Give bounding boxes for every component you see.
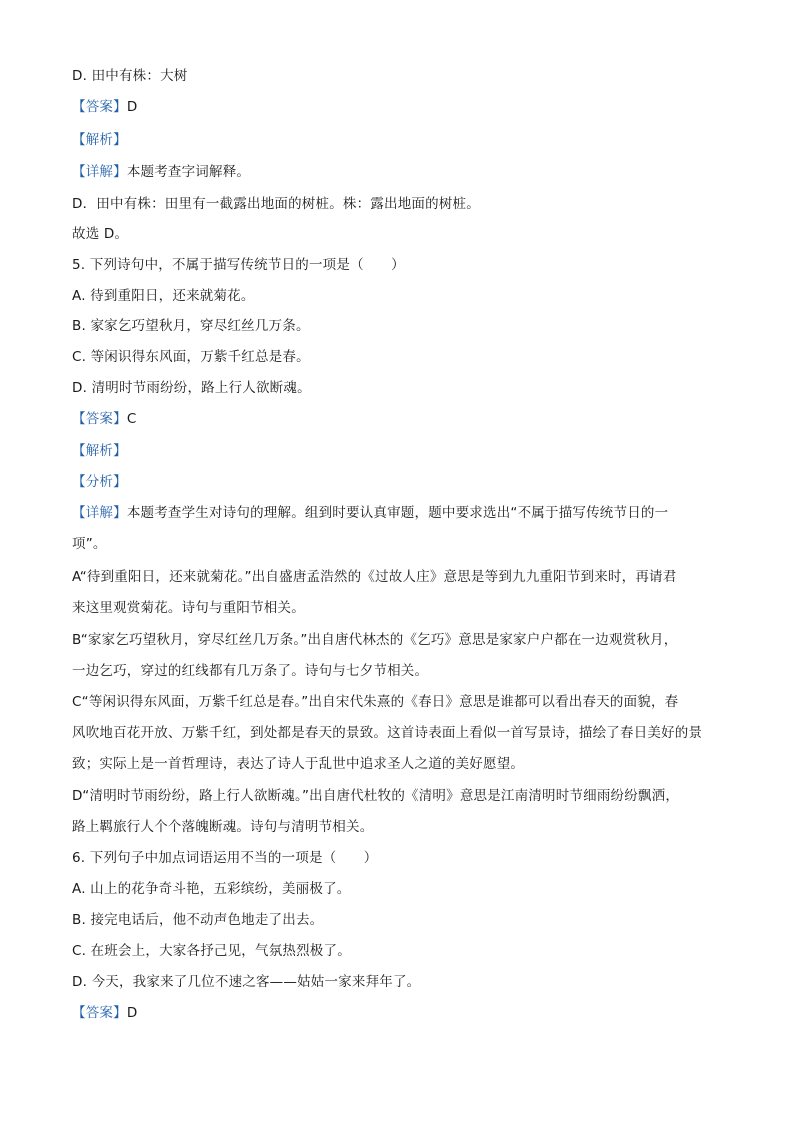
answer-tag: 【答案】 [72, 1005, 127, 1021]
q5-option-b: B. 家家乞巧望秋月，穿尽红丝几万条。 [72, 318, 310, 334]
detail-text: 本题考查字词解释。 [126, 164, 251, 180]
explain-c-2: 风吹地百花开放、万紫千红，到处都是春天的景致。这首诗表面上看似一首写景诗，描绘了春日美好的景 [72, 725, 703, 741]
q6-option-d: D. 今天，我家来了几位不速之客——姑姑一家来拜年了。 [72, 974, 421, 990]
explain-c-1: C“等闲识得东风面，万紫千红总是春。”出自宋代朱熹的《春日》意思是谁都可以看出春天的面貌，春 [72, 694, 679, 710]
detail-continued: 项”。 [72, 536, 107, 552]
detail-line [72, 162, 250, 182]
q5-option-c: C. 等闲识得东风面，万紫千红总是春。 [72, 349, 310, 365]
q6-option-a: A. 山上的花争奇斗艳，五彩缤纷，美丽极了。 [72, 881, 351, 897]
detail-text: 本题考查学生对诗句的理解。组到时要认真审题，题中要求选出“不属于描写传统节日的一 [126, 505, 669, 521]
detail-tag: 【详解】 [72, 505, 127, 521]
answer-value: C [126, 411, 137, 427]
answer-line [72, 97, 137, 117]
option-line: D. 田中有株：大树 [72, 68, 188, 84]
answer-line [72, 409, 136, 429]
answer-value: D [126, 99, 138, 115]
detail-tag: 【详解】 [72, 164, 127, 180]
explanation-line: D．田中有株：田里有一截露出地面的树桩。株：露出地面的树桩。 [72, 196, 480, 212]
q5-option-a: A. 待到重阳日，还来就菊花。 [72, 288, 255, 304]
choose-line: 故选 D。 [72, 226, 129, 242]
question-6: 6. 下列句子中加点词语运用不当的一项是（ ） [72, 850, 378, 866]
explain-b-1: B“家家乞巧望秋月，穿尽红丝几万条。”出自唐代林杰的《乞巧》意思是家家户户都在一边观赏秋月， [72, 632, 678, 648]
explain-b-2: 一边乞巧，穿过的红线都有几万条了。诗句与七夕节相关。 [72, 663, 429, 679]
fenxi-line [72, 472, 127, 492]
analysis-tag: 【解析】 [72, 443, 127, 459]
explain-a-1: A“待到重阳日，还来就菊花。”出自盛唐孟浩然的《过故人庄》意思是等到九九重阳节到来时，再请君 [72, 569, 677, 585]
analysis-tag: 【解析】 [72, 132, 127, 148]
detail-line [72, 503, 668, 523]
answer-line [72, 1003, 137, 1023]
answer-value: D [126, 1005, 138, 1021]
explain-d-1: D“清明时节雨纷纷，路上行人欲断魂。”出自唐代杜牧的《清明》意思是江南清明时节细雨纷纷飘洒， [72, 788, 680, 804]
q5-option-d: D. 清明时节雨纷纷，路上行人欲断魂。 [72, 380, 311, 396]
question-5: 5. 下列诗句中，不属于描写传统节日的一项是（ ） [72, 257, 405, 273]
answer-tag: 【答案】 [72, 99, 127, 115]
answer-tag: 【答案】 [72, 411, 127, 427]
q6-option-b: B. 接完电话后，他不动声色地走了出去。 [72, 912, 324, 928]
analysis-line [72, 441, 127, 461]
q6-option-c: C. 在班会上，大家各抒己见，气氛热烈极了。 [72, 943, 351, 959]
explain-c-3: 致；实际上是一首哲理诗，表达了诗人于乱世中追求圣人之道的美好愿望。 [72, 756, 525, 772]
explain-a-2: 来这里观赏菊花。诗句与重阳节相关。 [72, 600, 305, 616]
explain-d-2: 路上羁旅行人个个落魄断魂。诗句与清明节相关。 [72, 819, 374, 835]
analysis-line [72, 130, 127, 150]
fenxi-tag: 【分析】 [72, 474, 127, 490]
